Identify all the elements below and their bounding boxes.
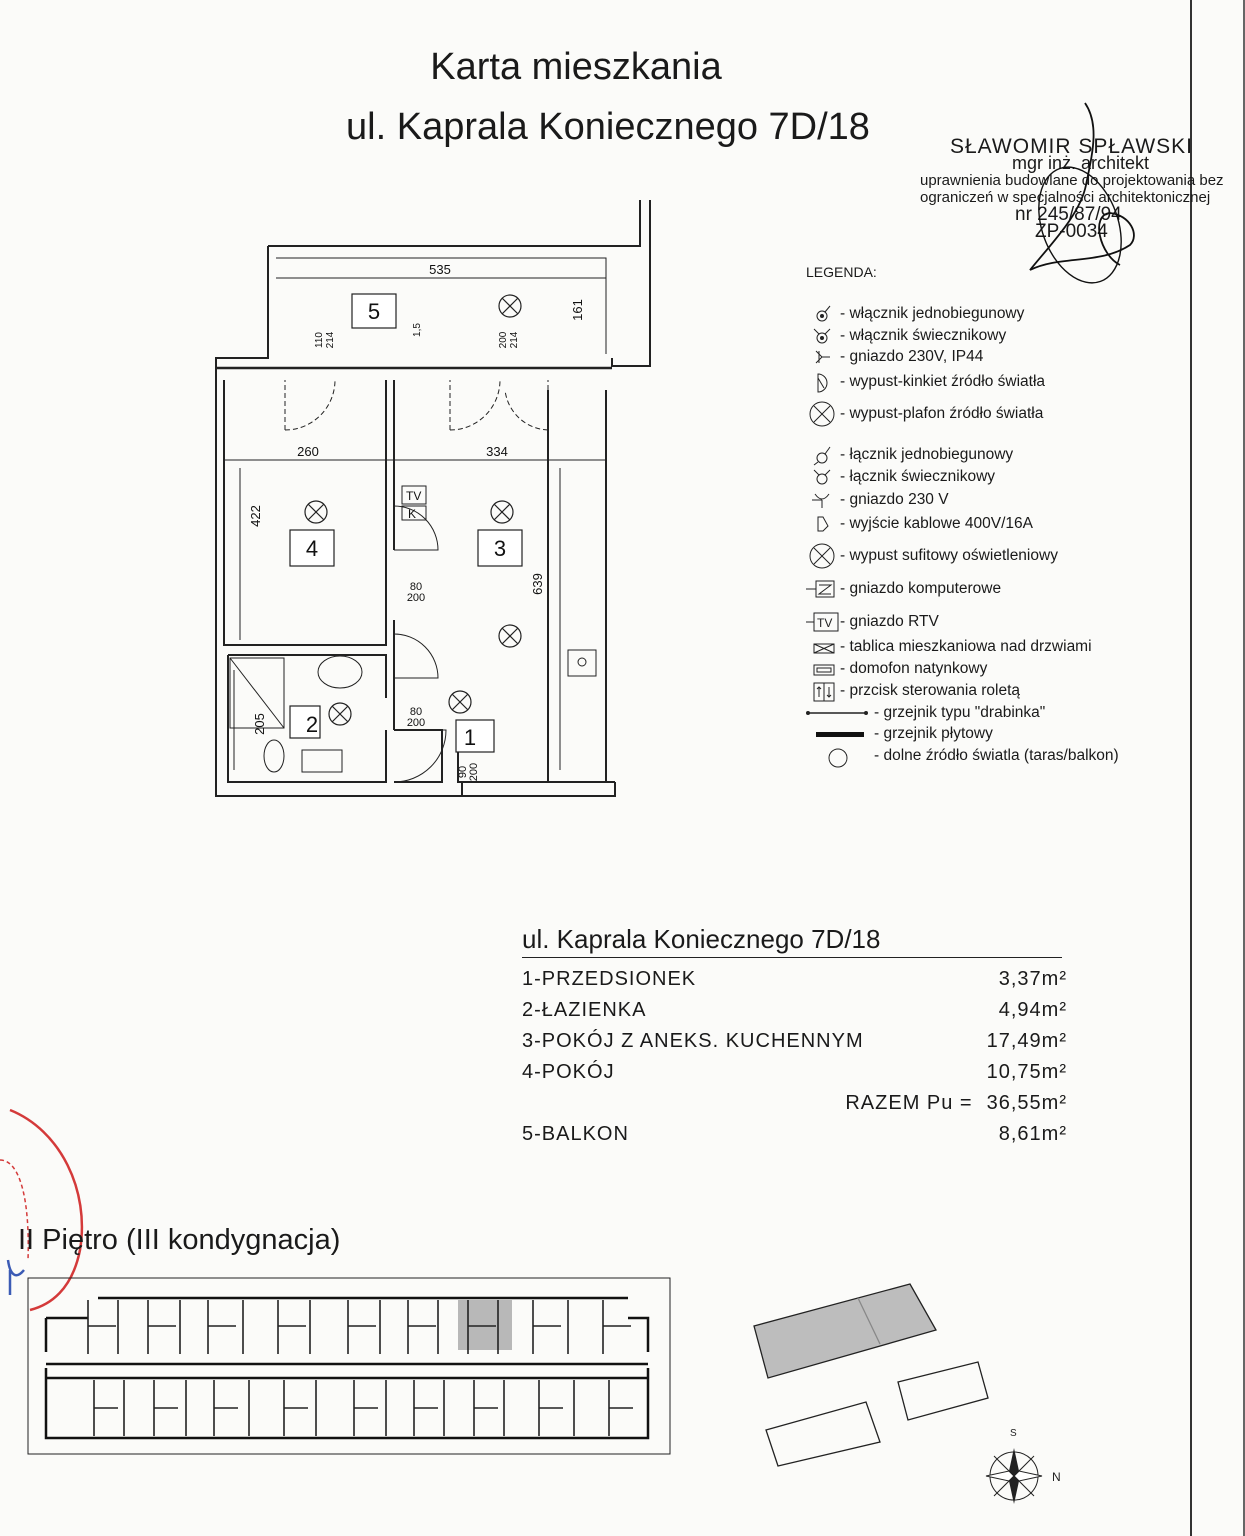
legend-item-13: - domofon natynkowy <box>806 658 987 680</box>
blind-control-icon <box>806 680 840 702</box>
switch-single-icon <box>806 444 840 466</box>
area-row-2: 2-ŁAZIENKA 4,94m² <box>522 999 1067 1021</box>
legend-item-4: - wypust-plafon źródło światła <box>806 399 1043 429</box>
legend-item-10: - gniazdo komputerowe <box>806 578 1001 600</box>
dim-room3-width: 334 <box>486 444 508 459</box>
stamp-name: SŁAWOMIR SPŁAWSKI <box>950 135 1193 158</box>
stamp-line2: ograniczeń w specjalności architektonicznej <box>920 189 1211 206</box>
dim-room3-depth: 639 <box>530 573 545 595</box>
legend-item-17: - dolne źródło światla (taras/balkon) <box>806 745 1119 767</box>
socket-ip44-icon <box>806 346 840 368</box>
ceiling-light-icon <box>806 399 840 429</box>
floor-overview-plan <box>28 1278 678 1458</box>
ladder-radiator-icon <box>806 702 874 724</box>
dim-balcony-width: 535 <box>429 262 451 277</box>
page-address: ul. Kaprala Koniecznego 7D/18 <box>346 106 870 148</box>
legend-item-3: - wypust-kinkiet źródło światła <box>806 371 1045 393</box>
area-row-1: 1-PRZEDSIONEK 3,37m² <box>522 968 1067 990</box>
page-title: Karta mieszkania <box>430 46 722 88</box>
dim-room4-depth: 422 <box>248 505 263 527</box>
floor-plan <box>210 190 660 805</box>
stamp-code: ZP-0034 <box>1035 221 1108 242</box>
height-label-3: 200214 <box>498 331 520 349</box>
apartment-highlight <box>458 1300 512 1350</box>
ceiling-outlet-icon <box>806 541 840 571</box>
room-5-number: 5 <box>367 299 381 324</box>
dim-bathroom-depth: 205 <box>252 713 267 735</box>
height-label-2: 1,5 <box>412 323 423 337</box>
legend-item-16: - grzejnik płytowy <box>806 723 993 745</box>
room-3-number: 3 <box>493 536 507 561</box>
dim-room4-width: 260 <box>297 444 319 459</box>
site-plan <box>740 1270 1061 1530</box>
door-label-entrance: 90200 <box>457 762 480 782</box>
stamp-degree: mgr inż. architekt <box>1012 153 1150 173</box>
legend-item-9: - wypust sufitowy oświetleniowy <box>806 541 1058 571</box>
tv-socket-label: TV <box>406 489 422 503</box>
area-table <box>522 924 1067 1150</box>
legend-item-15: - grzejnik typu "drabinka" <box>806 702 1045 724</box>
signature-icon <box>990 95 1150 295</box>
area-row-4: 4-POKÓJ 10,75m² <box>522 1061 1067 1083</box>
stamp-line1: uprawnienia budowlane do projektowania bez <box>920 172 1224 189</box>
socket-icon <box>806 489 840 511</box>
legend-item-8: - wyjście kablowe 400V/16A <box>806 513 1033 535</box>
area-total-row: RAZEM Pu = 36,55m² <box>845 1092 1067 1114</box>
legend-title: LEGENDA: <box>806 264 877 280</box>
height-label-1: 110214 <box>314 331 336 349</box>
door-label-room4: 80 200 <box>406 581 426 604</box>
room-1-number: 1 <box>463 725 477 750</box>
compass-south: S <box>1010 1428 1017 1439</box>
wall-light-icon <box>806 371 840 393</box>
compass-icon <box>986 1428 1061 1504</box>
area-row-3: 3-POKÓJ Z ANEKS. KUCHENNYM 17,49m² <box>522 1030 1067 1052</box>
panel-radiator-icon <box>806 723 874 745</box>
intercom-icon <box>806 658 840 680</box>
computer-socket-icon <box>806 578 840 600</box>
svg-text:TV: TV <box>817 616 833 630</box>
door-label-bathroom: 80 200 <box>406 706 426 729</box>
legend-item-11: TV - gniazdo RTV <box>806 611 939 633</box>
cable-outlet-icon <box>806 513 840 535</box>
compass-north: N <box>1052 1470 1061 1484</box>
legend-item-1: - włącznik świecznikowy <box>806 325 1006 347</box>
legend-item-6: - łącznik świecznikowy <box>806 466 995 488</box>
computer-socket-label: K <box>408 507 417 521</box>
legend-item-7: - gniazdo 230 V <box>806 489 949 511</box>
legend-item-0: - włącznik jednobiegunowy <box>806 303 1024 325</box>
lower-light-icon <box>806 745 874 767</box>
stamp-number: nr 245/87/94 <box>1015 204 1122 225</box>
legend-item-2: - gniazdo 230V, IP44 <box>806 346 983 368</box>
switch-double-icon <box>806 325 840 347</box>
area-table-address: ul. Kaprala Koniecznego 7D/18 <box>522 924 1062 958</box>
switch-single-icon <box>806 303 840 325</box>
legend-item-12: - tablica mieszkaniowa nad drzwiami <box>806 636 1092 658</box>
apartment-board-icon <box>806 636 840 658</box>
area-balcony-row: 5-BALKON 8,61m² <box>522 1123 1067 1145</box>
dim-balcony-depth: 161 <box>570 299 585 321</box>
floor-label: II Piętro (III kondygnacja) <box>18 1224 341 1256</box>
switch-double-icon <box>806 466 840 488</box>
room-4-number: 4 <box>305 536 319 561</box>
tv-socket-icon <box>806 611 840 633</box>
legend-item-14: - przcisk sterowania roletą <box>806 680 1020 702</box>
legend-item-5: - łącznik jednobiegunowy <box>806 444 1013 466</box>
room-2-number: 2 <box>305 712 319 737</box>
